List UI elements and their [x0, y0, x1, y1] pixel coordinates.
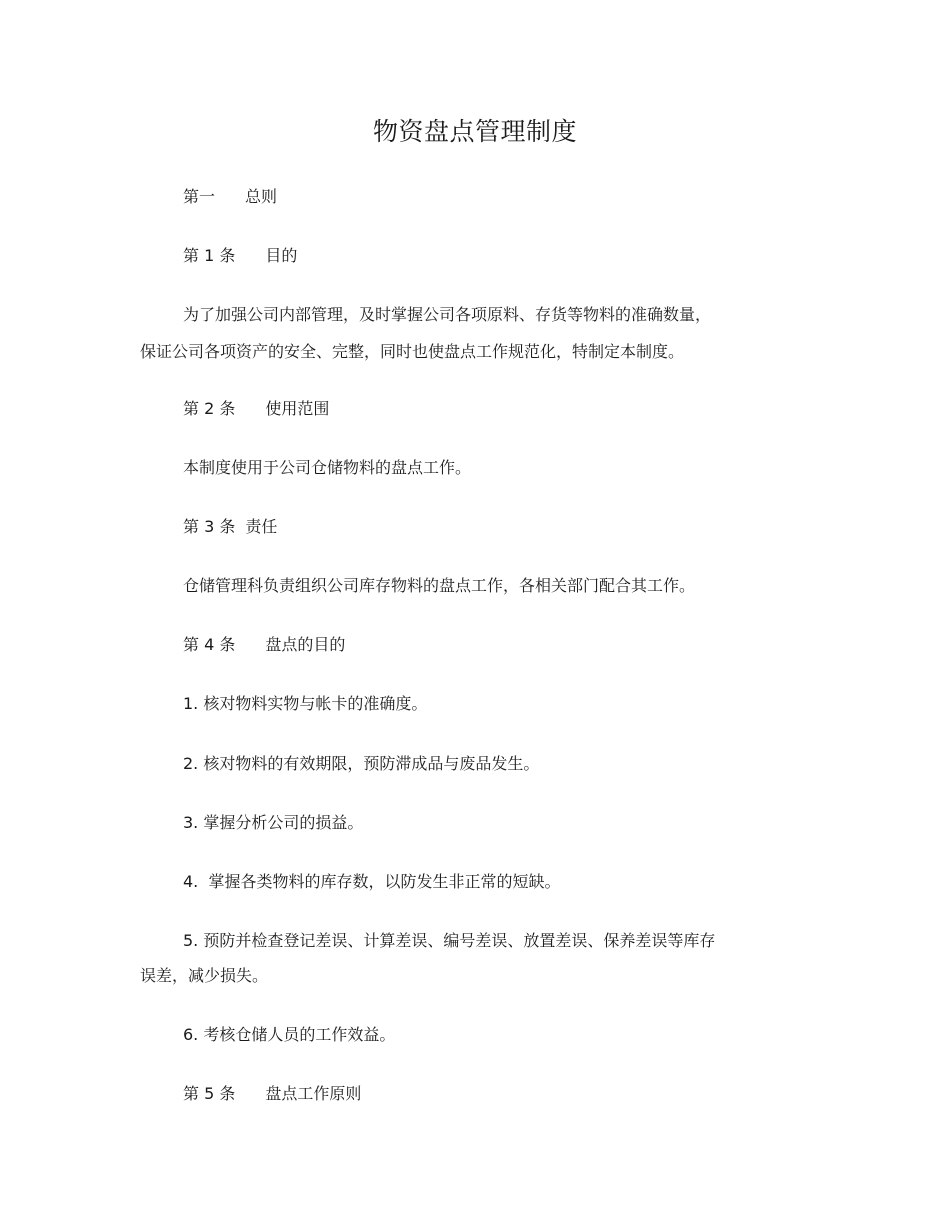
article-4-label: 第 4 条 [183, 635, 236, 654]
article-3-heading [183, 515, 277, 539]
article-4-item-6: 6. 考核仓储人员的工作效益。 [183, 1025, 396, 1044]
article-4-item-3: 3. 掌握分析公司的损益。 [183, 813, 364, 832]
article-3-paragraph: 仓储管理科负责组织公司库存物料的盘点工作，各相关部门配合其工作。 [183, 576, 696, 595]
article-5-heading [183, 1082, 361, 1106]
article-3-label: 第 3 条 [183, 517, 236, 536]
article-4-item-1: 1. 核对物料实物与帐卡的准确度。 [183, 694, 428, 713]
article-4-heading [183, 633, 345, 657]
article-1-paragraph-line-2: 保证公司各项资产的安全、完整，同时也使盘点工作规范化，特制定本制度。 [140, 342, 685, 361]
article-4-item-4: 4. 掌握各类物料的库存数，以防发生非正常的短缺。 [183, 872, 561, 891]
chapter-title: 总则 [245, 187, 278, 206]
article-1-heading [183, 244, 297, 268]
article-4-title: 盘点的目的 [265, 635, 346, 654]
article-2-title: 使用范围 [265, 399, 330, 418]
article-5-label: 第 5 条 [183, 1084, 236, 1103]
article-3-title: 责任 [245, 517, 278, 536]
article-4-item-2: 2. 核对物料的有效期限，预防滞成品与废品发生。 [183, 754, 540, 773]
article-4-item-5-line-1: 5. 预防并检查登记差误、计算差误、编号差误、放置差误、保养差误等库存 [183, 931, 716, 950]
article-2-paragraph: 本制度使用于公司仓储物料的盘点工作。 [183, 458, 472, 477]
chapter-heading [183, 185, 277, 209]
article-1-label: 第 1 条 [183, 246, 236, 265]
chapter-label: 第一 [183, 187, 216, 206]
document-title: 物资盘点管理制度 [372, 117, 577, 146]
article-1-title: 目的 [265, 246, 298, 265]
article-2-heading [183, 397, 329, 421]
article-1-paragraph-line-1: 为了加强公司内部管理，及时掌握公司各项原料、存货等物料的准确数量， [183, 305, 712, 324]
article-2-label: 第 2 条 [183, 399, 236, 418]
article-5-title: 盘点工作原则 [265, 1084, 362, 1103]
article-4-item-5-line-2: 误差，减少损失。 [140, 966, 269, 985]
